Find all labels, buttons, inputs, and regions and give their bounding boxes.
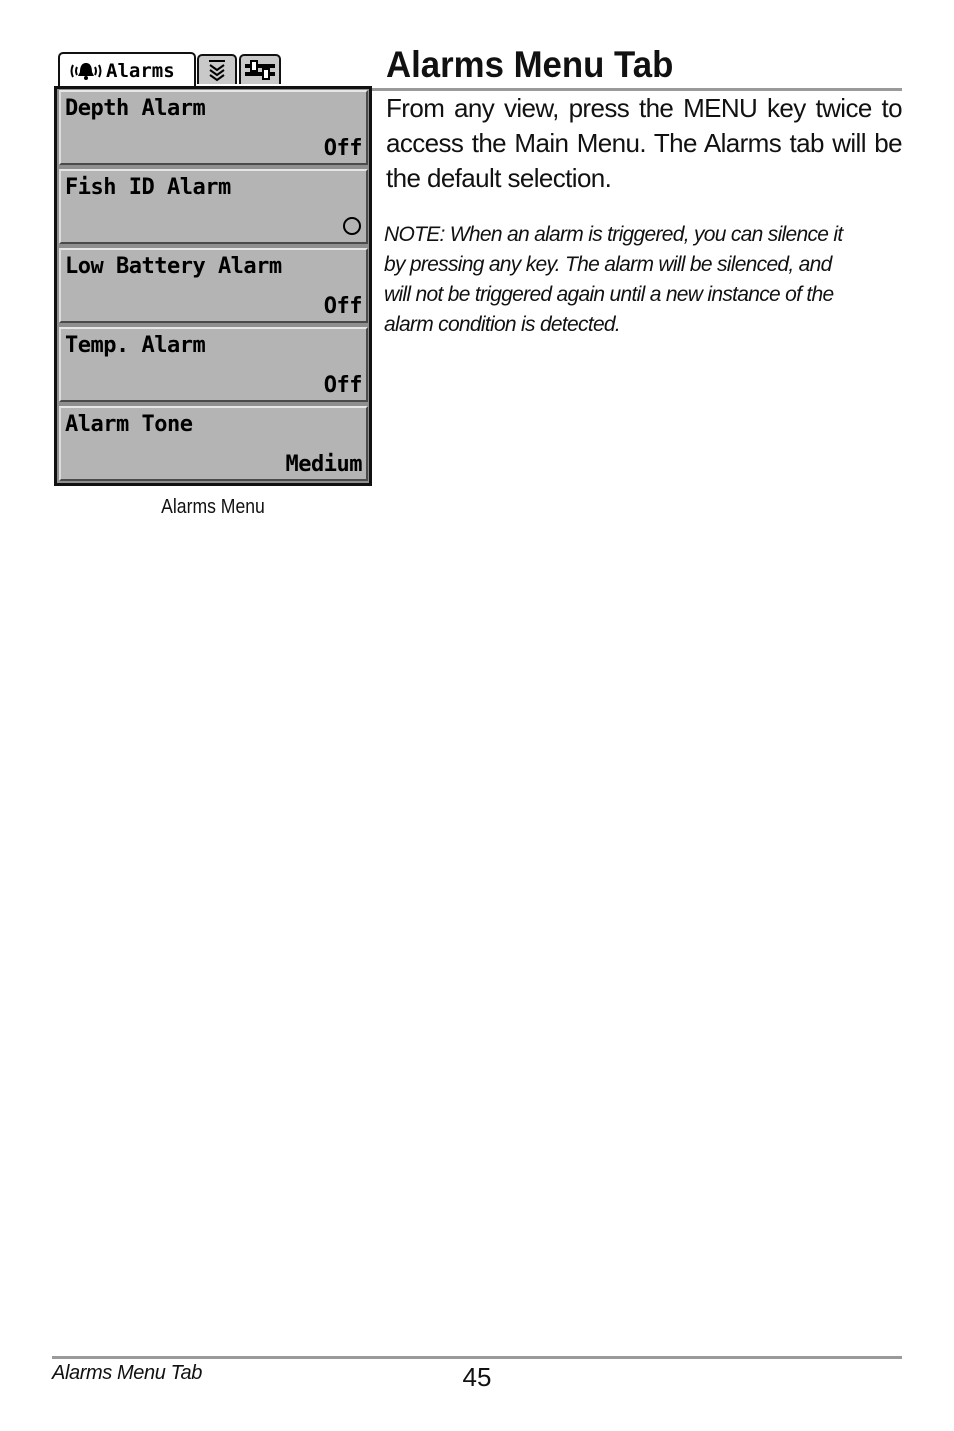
menu-item-label: Alarm Tone [65,412,193,437]
note-text: When an alarm is triggered, you can silence it by pressing any key. The alarm will be silenced, and will not be triggered again until a new instance of the alarm condition is detected. [384,223,843,336]
setup-icon [241,56,279,82]
radio-off-icon [343,217,361,235]
menu-item-value: Medium [285,452,362,477]
bell-icon [70,60,102,82]
section-title: Alarms Menu Tab [386,44,674,85]
sonar-icon [199,56,235,82]
menu-item-label: Temp. Alarm [65,333,206,358]
footer-divider [52,1356,902,1359]
tab-alarms[interactable] [58,52,196,88]
page-number: 45 [462,1362,492,1392]
tab-sonar[interactable] [197,54,237,84]
tab-alarms-label: Alarms [106,60,175,82]
menu-item-value: Off [323,136,362,161]
figure-caption: Alarms Menu [161,496,265,518]
alarms-menu-screenshot [54,52,372,486]
menu-item-alarm-tone[interactable] [59,406,368,481]
menu-tab-bar [54,52,372,88]
note-label: NOTE: [384,223,445,246]
menu-item-value: Off [323,294,362,319]
menu-item-label: Fish ID Alarm [65,175,231,200]
menu-item-temp-alarm[interactable] [59,327,368,402]
menu-item-fish-id-alarm[interactable] [59,169,368,244]
menu-item-low-battery-alarm[interactable] [59,248,368,323]
tab-setup[interactable] [239,54,281,84]
menu-item-value: Off [323,373,362,398]
menu-item-depth-alarm[interactable] [59,90,368,165]
menu-item-label: Depth Alarm [65,96,206,121]
intro-paragraph: From any view, press the MENU key twice to access the Main Menu. The Alarms tab will be the default selection. [386,93,902,193]
note-paragraph [384,220,854,340]
menu-item-list [54,86,372,486]
menu-item-label: Low Battery Alarm [65,254,282,279]
footer-section-name: Alarms Menu Tab [52,1362,202,1384]
